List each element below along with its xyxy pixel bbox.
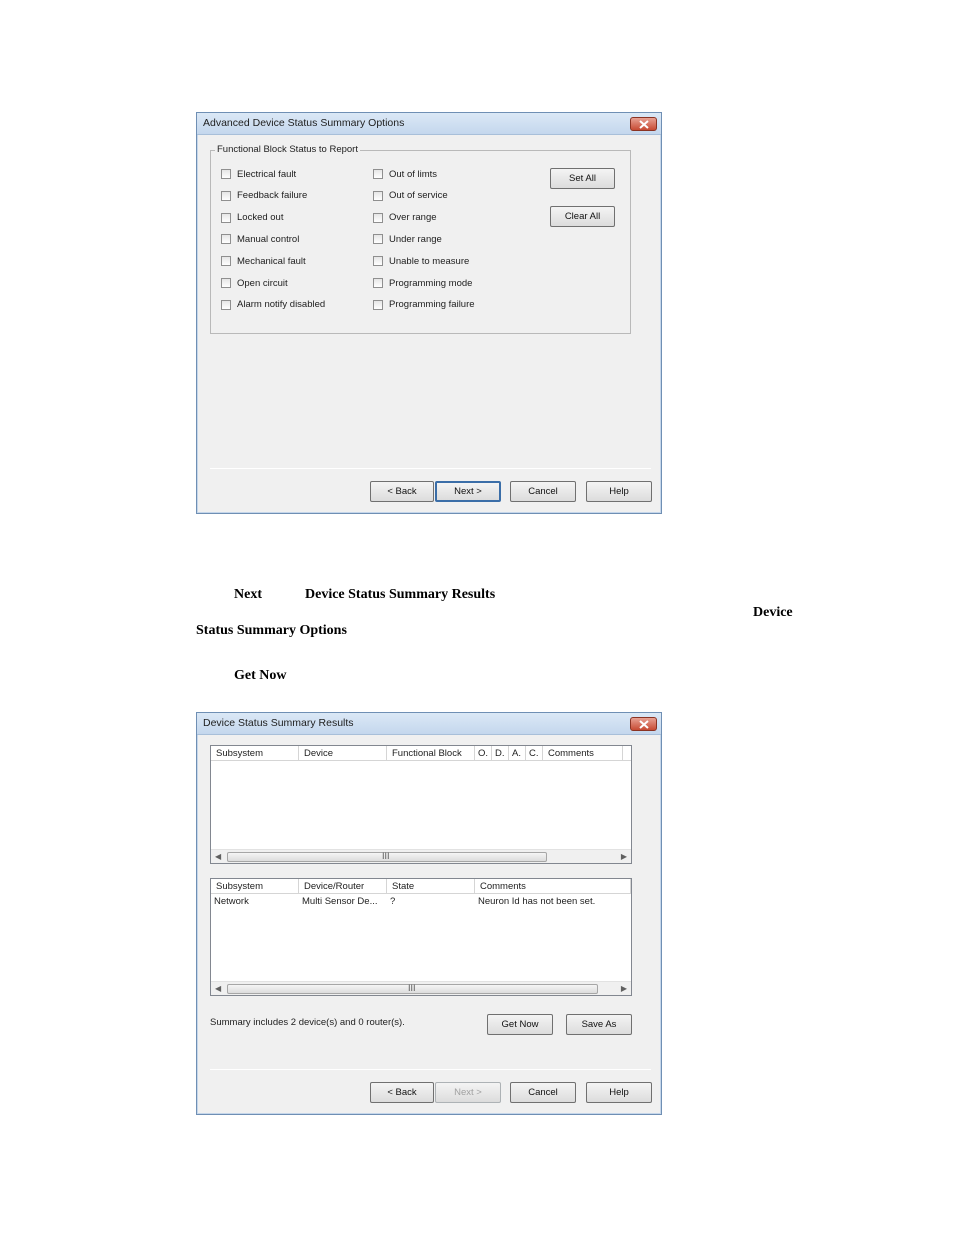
column-header[interactable]: O. — [475, 746, 492, 761]
checkbox-label: Programming failure — [389, 299, 475, 311]
body-text-options-title: Status Summary Options — [196, 623, 347, 638]
body-text-device: Device — [753, 605, 793, 620]
close-button[interactable] — [630, 717, 657, 731]
scroll-right-icon[interactable]: ▶ — [620, 852, 627, 861]
checkbox-label: Unable to measure — [389, 255, 470, 267]
checkbox-alarm-notify-disabled[interactable] — [221, 298, 325, 312]
checkbox-mechanical-fault[interactable] — [221, 254, 306, 268]
footer-separator — [210, 1069, 651, 1070]
advanced-options-dialog — [196, 112, 662, 514]
dialog-title: Advanced Device Status Summary Options — [203, 117, 405, 129]
checkbox-box[interactable] — [221, 256, 231, 266]
functional-block-list[interactable] — [210, 745, 632, 864]
scroll-right-icon[interactable]: ▶ — [620, 984, 627, 993]
column-header[interactable]: C. — [526, 746, 543, 761]
device-router-list[interactable] — [210, 878, 632, 996]
checkbox-label: Out of service — [389, 190, 448, 202]
checkbox-box[interactable] — [221, 300, 231, 310]
checkbox-label: Electrical fault — [237, 168, 297, 180]
save-as-button[interactable]: Save As — [566, 1014, 632, 1035]
body-text-results-title: Device Status Summary Results — [305, 587, 496, 602]
checkbox-box[interactable] — [221, 278, 231, 288]
next-button[interactable]: Next > — [435, 1082, 501, 1103]
checkbox-out-of-service[interactable] — [373, 189, 448, 203]
column-header[interactable]: Comments — [543, 746, 623, 761]
summary-text: Summary includes 2 device(s) and 0 router(s). — [210, 1017, 405, 1028]
checkbox-under-range[interactable] — [373, 232, 442, 246]
table-cell: Neuron Id has not been set. — [478, 896, 596, 907]
column-header[interactable]: Device — [299, 746, 387, 761]
table-row[interactable] — [211, 895, 631, 909]
next-button[interactable]: Next > — [435, 481, 501, 502]
checkbox-label: Locked out — [237, 212, 284, 224]
checkbox-electrical-fault[interactable] — [221, 167, 296, 181]
checkbox-box[interactable] — [373, 278, 383, 288]
checkbox-box[interactable] — [373, 234, 383, 244]
get-now-button[interactable]: Get Now — [487, 1014, 553, 1035]
checkbox-manual-control[interactable] — [221, 232, 299, 246]
checkbox-box[interactable] — [373, 256, 383, 266]
scroll-left-icon[interactable]: ◀ — [215, 984, 222, 993]
checkbox-locked-out[interactable] — [221, 211, 283, 225]
checkbox-box[interactable] — [221, 169, 231, 179]
column-header[interactable]: State — [387, 879, 475, 894]
back-button[interactable]: < Back — [370, 481, 434, 502]
cancel-button[interactable]: Cancel — [510, 481, 576, 502]
cancel-button[interactable]: Cancel — [510, 1082, 576, 1103]
column-header[interactable]: D. — [492, 746, 509, 761]
checkbox-label: Over range — [389, 212, 437, 224]
column-header[interactable]: Subsystem — [211, 746, 299, 761]
scroll-left-icon[interactable]: ◀ — [215, 852, 222, 861]
scroll-grip: III — [382, 851, 390, 861]
dialog-title: Device Status Summary Results — [203, 717, 354, 729]
list-header — [211, 879, 631, 894]
checkbox-label: Feedback failure — [237, 190, 308, 202]
checkbox-box[interactable] — [221, 234, 231, 244]
checkbox-label: Under range — [389, 233, 442, 245]
checkbox-label: Open circuit — [237, 277, 288, 289]
checkbox-box[interactable] — [373, 191, 383, 201]
checkbox-out-of-limts[interactable] — [373, 167, 437, 181]
column-header[interactable]: Subsystem — [211, 879, 299, 894]
table-cell: ? — [390, 896, 396, 907]
column-header[interactable]: A. — [509, 746, 526, 761]
table-cell: Network — [214, 896, 249, 907]
column-header[interactable]: Functional Block — [387, 746, 475, 761]
footer-separator — [210, 468, 651, 469]
body-text-next: Next — [234, 587, 262, 602]
title-bar — [197, 113, 661, 135]
checkbox-open-circuit[interactable] — [221, 276, 288, 290]
checkbox-box[interactable] — [373, 213, 383, 223]
checkbox-over-range[interactable] — [373, 211, 437, 225]
checkbox-programming-mode[interactable] — [373, 276, 472, 290]
close-button[interactable] — [630, 117, 657, 131]
checkbox-box[interactable] — [373, 169, 383, 179]
list-header — [211, 746, 631, 761]
help-button[interactable]: Help — [586, 481, 652, 502]
close-icon — [639, 720, 649, 729]
table-cell: Multi Sensor De... — [302, 896, 378, 907]
checkbox-unable-to-measure[interactable] — [373, 254, 469, 268]
set-all-button[interactable]: Set All — [550, 168, 615, 189]
clear-all-button[interactable]: Clear All — [550, 206, 615, 227]
checkbox-label: Out of limts — [389, 168, 438, 180]
group-label: Functional Block Status to Report — [217, 144, 358, 155]
checkbox-label: Manual control — [237, 233, 300, 245]
checkbox-programming-failure[interactable] — [373, 298, 475, 312]
column-header[interactable]: Comments — [475, 879, 631, 894]
scroll-thumb[interactable] — [227, 852, 547, 862]
horizontal-scrollbar[interactable] — [211, 849, 631, 863]
title-bar — [197, 713, 661, 735]
help-button[interactable]: Help — [586, 1082, 652, 1103]
scroll-thumb[interactable] — [227, 984, 598, 994]
checkbox-box[interactable] — [373, 300, 383, 310]
scroll-grip: III — [408, 983, 416, 993]
checkbox-label: Alarm notify disabled — [237, 299, 326, 311]
body-text-get-now: Get Now — [234, 668, 287, 683]
checkbox-box[interactable] — [221, 213, 231, 223]
checkbox-feedback-failure[interactable] — [221, 189, 307, 203]
checkbox-label: Mechanical fault — [237, 255, 306, 267]
close-icon — [639, 120, 649, 129]
back-button[interactable]: < Back — [370, 1082, 434, 1103]
results-dialog — [196, 712, 662, 1115]
column-header[interactable]: Device/Router — [299, 879, 387, 894]
checkbox-label: Programming mode — [389, 277, 473, 289]
horizontal-scrollbar[interactable] — [211, 981, 631, 995]
checkbox-box[interactable] — [221, 191, 231, 201]
